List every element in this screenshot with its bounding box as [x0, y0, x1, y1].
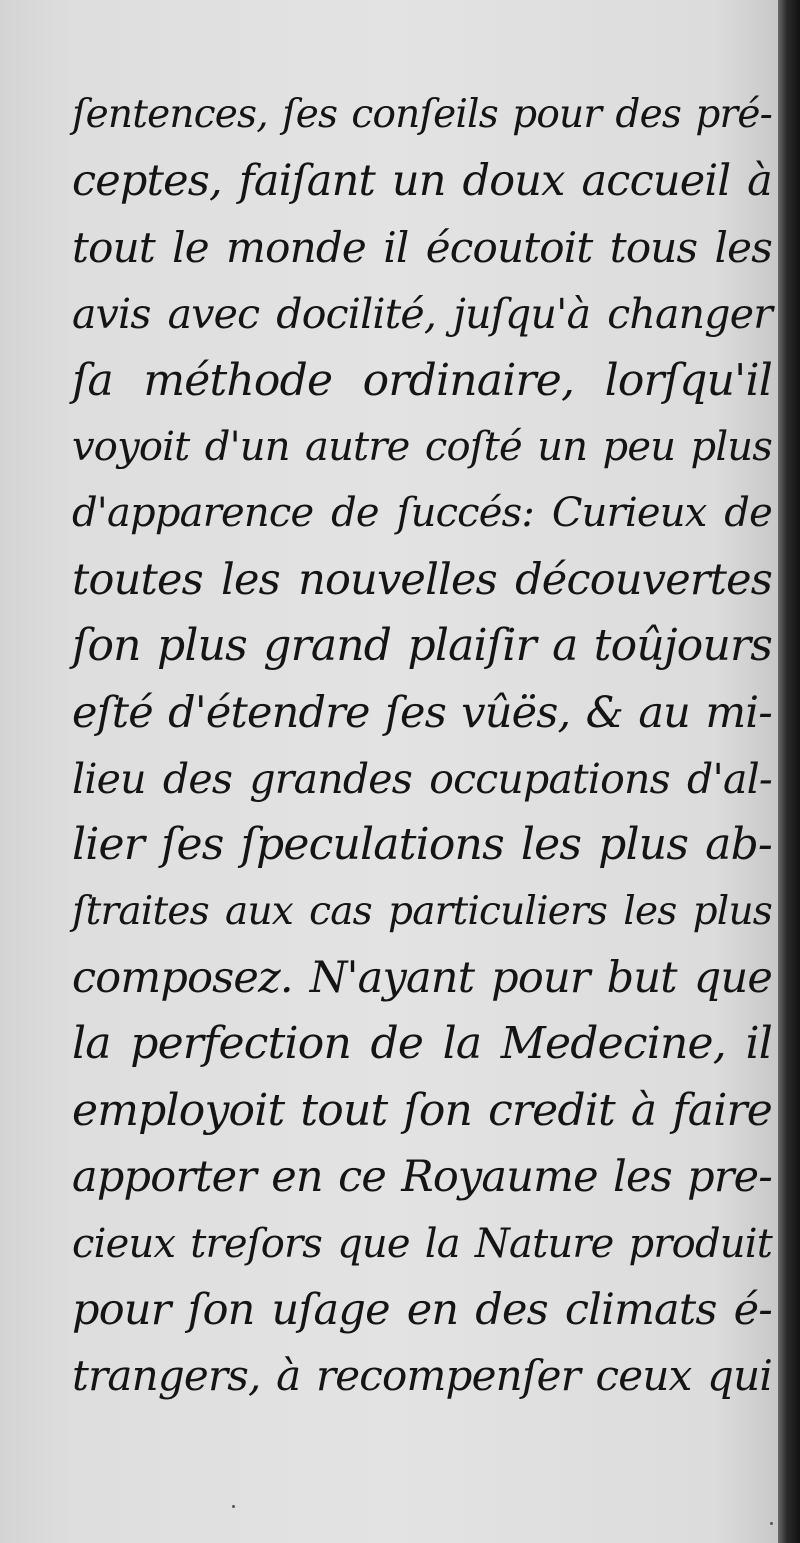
text-line-20: trangers, à recompenſer ceux qui — [72, 1351, 772, 1401]
text-line-5: ſa méthode ordinaire, lorſqu'il — [72, 354, 772, 406]
text-line-15: la perfection de la Medecine, il — [72, 1018, 772, 1070]
text-line-19: pour ſon uſage en des climats é- — [72, 1285, 772, 1336]
text-line-6: voyoit d'un autre coſté un peu plus — [72, 423, 772, 470]
paper-speck — [770, 1522, 773, 1525]
text-line-14: composez. N'ayant pour but que — [72, 953, 772, 1004]
text-line-3: tout le monde il écoutoit tous les — [72, 222, 772, 272]
text-line-10: eſté d'étendre ſes vûës, & au mi- — [72, 687, 772, 738]
text-line-16: employoit tout ſon credit à faire — [72, 1084, 772, 1136]
text-line-13: ſtraites aux cas particuliers les plus — [72, 888, 772, 934]
text-line-8: toutes les nouvelles découvertes — [72, 554, 772, 605]
text-line-17: apporter en ce Royaume les pre- — [72, 1152, 772, 1203]
page-edge-shadow — [778, 0, 800, 1543]
text-line-7: d'apparence de ſuccés: Curieux de — [72, 490, 772, 537]
text-line-11: lieu des grandes occupations d'al- — [72, 754, 772, 803]
text-line-12: lier ſes ſpeculations les plus ab- — [72, 819, 772, 871]
paper-speck — [232, 1505, 235, 1508]
text-line-9: ſon plus grand plaiſir a toûjours — [72, 620, 772, 672]
page-text — [72, 82, 772, 1410]
text-line-4: avis avec docilité, juſqu'à changer — [72, 290, 772, 339]
text-line-1: ſentences, ſes conſeils pour des pré- — [72, 92, 772, 137]
text-line-2: ceptes, faiſant un doux accueil à — [72, 156, 772, 207]
text-line-18: cieux treſors que la Nature produit — [72, 1220, 772, 1267]
